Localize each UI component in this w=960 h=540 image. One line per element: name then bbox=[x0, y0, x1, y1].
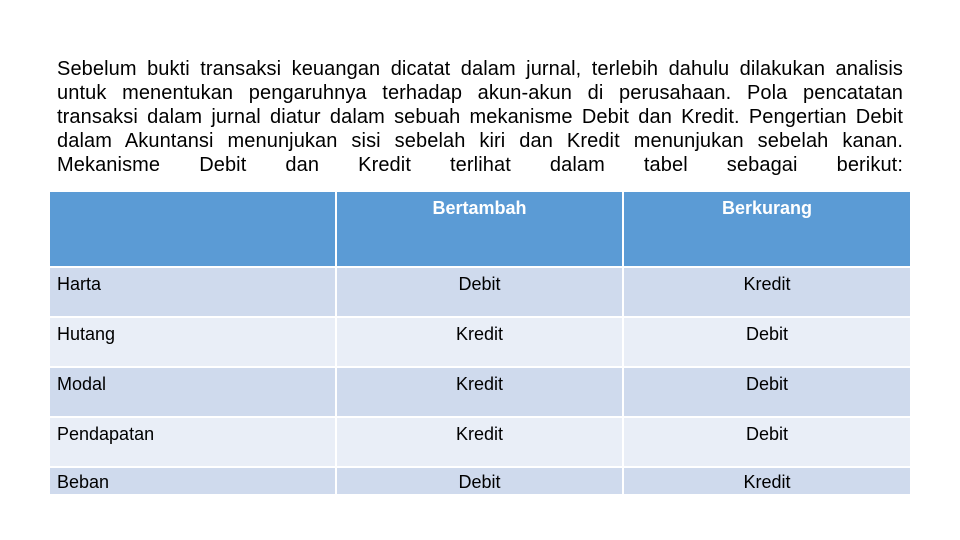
bertambah-cell: Kredit bbox=[336, 417, 623, 467]
berkurang-cell: Debit bbox=[623, 417, 910, 467]
table-row bbox=[50, 417, 910, 467]
header-berkurang: Berkurang bbox=[623, 192, 910, 267]
account-cell: Harta bbox=[50, 267, 336, 317]
table-row bbox=[50, 317, 910, 367]
debit-credit-table bbox=[50, 192, 910, 496]
bertambah-cell: Kredit bbox=[336, 317, 623, 367]
account-cell: Hutang bbox=[50, 317, 336, 367]
berkurang-cell: Kredit bbox=[623, 267, 910, 317]
account-cell: Modal bbox=[50, 367, 336, 417]
berkurang-cell: Kredit bbox=[623, 467, 910, 495]
berkurang-cell: Debit bbox=[623, 317, 910, 367]
header-account bbox=[50, 192, 336, 267]
bertambah-cell: Debit bbox=[336, 267, 623, 317]
table-header-row bbox=[50, 192, 910, 267]
table-row bbox=[50, 467, 910, 495]
bertambah-cell: Debit bbox=[336, 467, 623, 495]
header-bertambah: Bertambah bbox=[336, 192, 623, 267]
table-row bbox=[50, 267, 910, 317]
account-cell: Beban bbox=[50, 467, 336, 495]
berkurang-cell: Debit bbox=[623, 367, 910, 417]
account-cell: Pendapatan bbox=[50, 417, 336, 467]
table-row bbox=[50, 367, 910, 417]
bertambah-cell: Kredit bbox=[336, 367, 623, 417]
intro-paragraph: Sebelum bukti transaksi keuangan dicatat dalam jurnal, terlebih dahulu dilakukan analisis untuk menentukan pengaruhnya terhadap akun-akun di perusahaan. Pola pencatatan transaksi dalam jurnal diatur dalam sebuah mekanisme Debit dan Kredit. Pengertian Debit dalam Akuntansi menunjukan sisi sebelah kiri dan Kredit menunjukan sebelah kanan. Mekanisme Debit dan Kredit terlihat dalam tabel sebagai berikut: bbox=[57, 58, 903, 176]
